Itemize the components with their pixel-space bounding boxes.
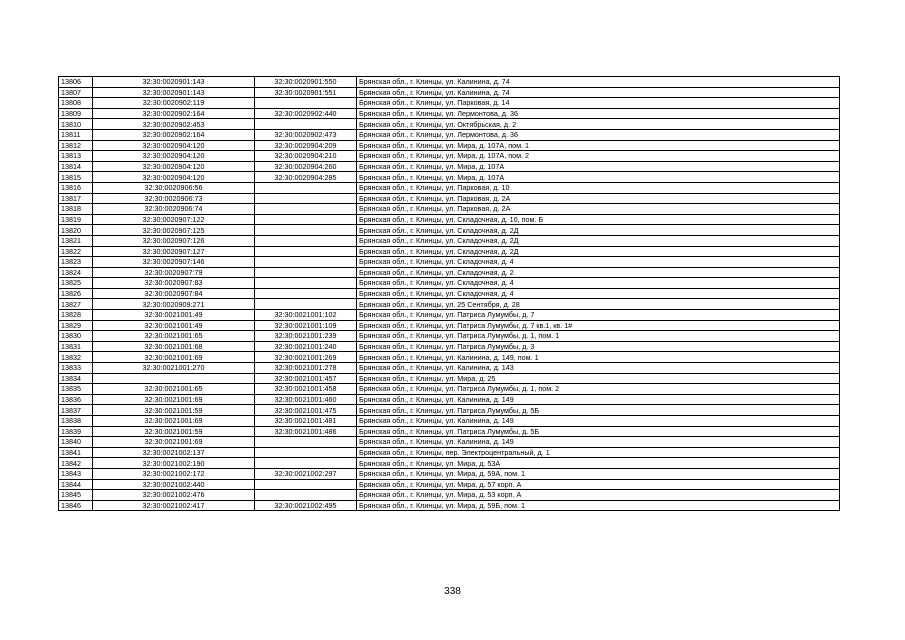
object-cadastral-number-cell: [255, 214, 357, 225]
table-row: [59, 225, 840, 236]
parcel-cadastral-number-cell: 32:30:0021001:69: [93, 437, 255, 448]
address-cell: Брянская обл., г. Клинцы, ул. Патриса Лумумбы, д. 3: [357, 341, 840, 352]
address-cell: Брянская обл., г. Клинцы, ул. Мира, д. 59Б, пом. 1: [357, 500, 840, 511]
table-row: [59, 98, 840, 109]
object-cadastral-number-cell: 32:30:0021001:481: [255, 416, 357, 427]
object-cadastral-number-cell: [255, 437, 357, 448]
address-cell: Брянская обл., г. Клинцы, ул. Патриса Лумумбы, д. 5Б: [357, 426, 840, 437]
address-cell: Брянская обл., г. Клинцы, ул. Складочная, д. 4: [357, 257, 840, 268]
address-cell: Брянская обл., г. Клинцы, ул. Патриса Лумумбы, д. 7: [357, 310, 840, 321]
row-number-cell: 13816: [59, 182, 93, 193]
row-number-cell: 13837: [59, 405, 93, 416]
object-cadastral-number-cell: [255, 278, 357, 289]
table-row: [59, 416, 840, 427]
parcel-cadastral-number-cell: 32:30:0020906:74: [93, 204, 255, 215]
row-number-cell: 13814: [59, 161, 93, 172]
object-cadastral-number-cell: [255, 225, 357, 236]
address-cell: Брянская обл., г. Клинцы, ул. Калинина, д. 149: [357, 394, 840, 405]
row-number-cell: 13819: [59, 214, 93, 225]
object-cadastral-number-cell: [255, 182, 357, 193]
object-cadastral-number-cell: 32:30:0021001:460: [255, 394, 357, 405]
address-cell: Брянская обл., г. Клинцы, ул. Мира, д. 107А: [357, 172, 840, 183]
address-cell: Брянская обл., г. Клинцы, ул. Парковая, д. 2А: [357, 204, 840, 215]
parcel-cadastral-number-cell: 32:30:0021002:440: [93, 479, 255, 490]
table-row: [59, 267, 840, 278]
address-cell: Брянская обл., г. Клинцы, ул. Калинина, д. 149: [357, 416, 840, 427]
object-cadastral-number-cell: 32:30:0021001:458: [255, 384, 357, 395]
table-row: [59, 468, 840, 479]
address-cell: Брянская обл., г. Клинцы, ул. Лермонтова, д. 36: [357, 108, 840, 119]
parcel-cadastral-number-cell: 32:30:0020907:83: [93, 278, 255, 289]
parcel-cadastral-number-cell: 32:30:0021001:65: [93, 384, 255, 395]
parcel-cadastral-number-cell: 32:30:0021001:49: [93, 320, 255, 331]
parcel-cadastral-number-cell: 32:30:0021001:69: [93, 416, 255, 427]
row-number-cell: 13827: [59, 299, 93, 310]
table-row: [59, 320, 840, 331]
table-row: [59, 490, 840, 501]
parcel-cadastral-number-cell: 32:30:0020901:143: [93, 87, 255, 98]
parcel-cadastral-number-cell: 32:30:0021001:270: [93, 363, 255, 374]
address-cell: Брянская обл., г. Клинцы, ул. Калинина, д. 74: [357, 87, 840, 98]
parcel-cadastral-number-cell: 32:30:0020907:146: [93, 257, 255, 268]
object-cadastral-number-cell: [255, 299, 357, 310]
row-number-cell: 13846: [59, 500, 93, 511]
row-number-cell: 13836: [59, 394, 93, 405]
row-number-cell: 13808: [59, 98, 93, 109]
parcel-cadastral-number-cell: 32:30:0021002:137: [93, 447, 255, 458]
table-row: [59, 288, 840, 299]
row-number-cell: 13830: [59, 331, 93, 342]
object-cadastral-number-cell: 32:30:0020904:210: [255, 151, 357, 162]
row-number-cell: 13821: [59, 235, 93, 246]
object-cadastral-number-cell: 32:30:0021001:457: [255, 373, 357, 384]
registry-table-body: [59, 77, 840, 511]
table-row: [59, 214, 840, 225]
row-number-cell: 13823: [59, 257, 93, 268]
row-number-cell: 13825: [59, 278, 93, 289]
address-cell: Брянская обл., г. Клинцы, ул. Мира, д. 25: [357, 373, 840, 384]
table-row: [59, 437, 840, 448]
object-cadastral-number-cell: [255, 98, 357, 109]
row-number-cell: 13815: [59, 172, 93, 183]
parcel-cadastral-number-cell: 32:30:0020907:126: [93, 235, 255, 246]
parcel-cadastral-number-cell: 32:30:0021001:69: [93, 352, 255, 363]
table-row: [59, 77, 840, 88]
parcel-cadastral-number-cell: 32:30:0021002:417: [93, 500, 255, 511]
address-cell: Брянская обл., г. Клинцы, ул. Складочная, д. 2Д: [357, 246, 840, 257]
table-row: [59, 405, 840, 416]
parcel-cadastral-number-cell: [93, 373, 255, 384]
table-row: [59, 394, 840, 405]
row-number-cell: 13839: [59, 426, 93, 437]
address-cell: Брянская обл., г. Клинцы, ул. 25 Сентября, д. 28: [357, 299, 840, 310]
table-row: [59, 341, 840, 352]
address-cell: Брянская обл., г. Клинцы, ул. Мира, д. 107А, пом. 2: [357, 151, 840, 162]
address-cell: Брянская обл., г. Клинцы, ул. Патриса Лумумбы, д. 7 кв.1, кв. 1#: [357, 320, 840, 331]
table-row: [59, 278, 840, 289]
parcel-cadastral-number-cell: 32:30:0021001:68: [93, 341, 255, 352]
parcel-cadastral-number-cell: 32:30:0020907:79: [93, 267, 255, 278]
table-row: [59, 500, 840, 511]
row-number-cell: 13826: [59, 288, 93, 299]
parcel-cadastral-number-cell: 32:30:0020904:120: [93, 161, 255, 172]
row-number-cell: 13844: [59, 479, 93, 490]
parcel-cadastral-number-cell: 32:30:0020906:73: [93, 193, 255, 204]
table-row: [59, 257, 840, 268]
parcel-cadastral-number-cell: 32:30:0021001:59: [93, 426, 255, 437]
row-number-cell: 13832: [59, 352, 93, 363]
address-cell: Брянская обл., г. Клинцы, ул. Патриса Лумумбы, д. 1, пом. 1: [357, 331, 840, 342]
address-cell: Брянская обл., г. Клинцы, ул. Калинина, д. 143: [357, 363, 840, 374]
address-cell: Брянская обл., г. Клинцы, ул. Складочная, д. 2Д: [357, 225, 840, 236]
table-row: [59, 458, 840, 469]
address-cell: Брянская обл., г. Клинцы, ул. Калинина, д. 74: [357, 77, 840, 88]
parcel-cadastral-number-cell: 32:30:0021001:49: [93, 310, 255, 321]
object-cadastral-number-cell: 32:30:0020902:473: [255, 129, 357, 140]
parcel-cadastral-number-cell: 32:30:0020904:120: [93, 140, 255, 151]
table-row: [59, 193, 840, 204]
address-cell: Брянская обл., г. Клинцы, ул. Мира, д. 53А: [357, 458, 840, 469]
object-cadastral-number-cell: [255, 235, 357, 246]
object-cadastral-number-cell: [255, 193, 357, 204]
row-number-cell: 13843: [59, 468, 93, 479]
parcel-cadastral-number-cell: 32:30:0020904:120: [93, 151, 255, 162]
parcel-cadastral-number-cell: 32:30:0020902:164: [93, 108, 255, 119]
parcel-cadastral-number-cell: 32:30:0020902:164: [93, 129, 255, 140]
object-cadastral-number-cell: 32:30:0021001:278: [255, 363, 357, 374]
row-number-cell: 13806: [59, 77, 93, 88]
row-number-cell: 13842: [59, 458, 93, 469]
address-cell: Брянская обл., г. Клинцы, ул. Складочная, д. 2Д: [357, 235, 840, 246]
object-cadastral-number-cell: 32:30:0020902:440: [255, 108, 357, 119]
object-cadastral-number-cell: 32:30:0021001:102: [255, 310, 357, 321]
address-cell: Брянская обл., г. Клинцы, ул. Мира, д. 107А, пом. 1: [357, 140, 840, 151]
row-number-cell: 13831: [59, 341, 93, 352]
address-cell: Брянская обл., г. Клинцы, ул. Калинина, д. 149, пом. 1: [357, 352, 840, 363]
table-row: [59, 246, 840, 257]
object-cadastral-number-cell: 32:30:0021002:297: [255, 468, 357, 479]
table-row: [59, 108, 840, 119]
row-number-cell: 13810: [59, 119, 93, 130]
row-number-cell: 13834: [59, 373, 93, 384]
object-cadastral-number-cell: 32:30:0020904:209: [255, 140, 357, 151]
table-row: [59, 447, 840, 458]
table-row: [59, 172, 840, 183]
object-cadastral-number-cell: [255, 119, 357, 130]
parcel-cadastral-number-cell: 32:30:0020904:120: [93, 172, 255, 183]
table-row: [59, 182, 840, 193]
address-cell: Брянская обл., г. Клинцы, ул. Мира, д. 107А: [357, 161, 840, 172]
row-number-cell: 13812: [59, 140, 93, 151]
object-cadastral-number-cell: [255, 246, 357, 257]
table-row: [59, 363, 840, 374]
address-cell: Брянская обл., г. Клинцы, ул. Мира, д. 59А, пом. 1: [357, 468, 840, 479]
address-cell: Брянская обл., г. Клинцы, ул. Парковая, д. 14: [357, 98, 840, 109]
row-number-cell: 13817: [59, 193, 93, 204]
parcel-cadastral-number-cell: 32:30:0020902:453: [93, 119, 255, 130]
table-row: [59, 87, 840, 98]
object-cadastral-number-cell: 32:30:0021001:269: [255, 352, 357, 363]
row-number-cell: 13824: [59, 267, 93, 278]
object-cadastral-number-cell: 32:30:0021001:486: [255, 426, 357, 437]
address-cell: Брянская обл., г. Клинцы, ул. Складочная, д. 4: [357, 288, 840, 299]
table-row: [59, 119, 840, 130]
object-cadastral-number-cell: 32:30:0020904:285: [255, 172, 357, 183]
parcel-cadastral-number-cell: 32:30:0020907:127: [93, 246, 255, 257]
address-cell: Брянская обл., г. Клинцы, ул. Складочная, д. 2: [357, 267, 840, 278]
row-number-cell: 13840: [59, 437, 93, 448]
table-row: [59, 479, 840, 490]
parcel-cadastral-number-cell: 32:30:0021001:65: [93, 331, 255, 342]
table-row: [59, 204, 840, 215]
object-cadastral-number-cell: 32:30:0020901:551: [255, 87, 357, 98]
object-cadastral-number-cell: [255, 490, 357, 501]
row-number-cell: 13828: [59, 310, 93, 321]
row-number-cell: 13829: [59, 320, 93, 331]
address-cell: Брянская обл., г. Клинцы, ул. Октябрьская, д. 2: [357, 119, 840, 130]
address-cell: Брянская обл., г. Клинцы, ул. Парковая, д. 2А: [357, 193, 840, 204]
parcel-cadastral-number-cell: 32:30:0021001:69: [93, 394, 255, 405]
object-cadastral-number-cell: [255, 458, 357, 469]
parcel-cadastral-number-cell: 32:30:0020902:119: [93, 98, 255, 109]
row-number-cell: 13807: [59, 87, 93, 98]
table-row: [59, 140, 840, 151]
object-cadastral-number-cell: [255, 257, 357, 268]
parcel-cadastral-number-cell: 32:30:0020907:125: [93, 225, 255, 236]
row-number-cell: 13845: [59, 490, 93, 501]
row-number-cell: 13818: [59, 204, 93, 215]
object-cadastral-number-cell: [255, 447, 357, 458]
object-cadastral-number-cell: [255, 204, 357, 215]
parcel-cadastral-number-cell: 32:30:0021001:59: [93, 405, 255, 416]
row-number-cell: 13809: [59, 108, 93, 119]
object-cadastral-number-cell: 32:30:0020901:550: [255, 77, 357, 88]
row-number-cell: 13822: [59, 246, 93, 257]
table-row: [59, 384, 840, 395]
address-cell: Брянская обл., г. Клинцы, ул. Мира, д. 57 корп. А: [357, 479, 840, 490]
object-cadastral-number-cell: 32:30:0021001:239: [255, 331, 357, 342]
row-number-cell: 13833: [59, 363, 93, 374]
row-number-cell: 13841: [59, 447, 93, 458]
address-cell: Брянская обл., г. Клинцы, ул. Лермонтова, д. 36: [357, 129, 840, 140]
registry-table: [58, 76, 840, 511]
address-cell: Брянская обл., г. Клинцы, ул. Складочная, д. 4: [357, 278, 840, 289]
table-row: [59, 426, 840, 437]
parcel-cadastral-number-cell: 32:30:0021002:190: [93, 458, 255, 469]
table-row: [59, 373, 840, 384]
object-cadastral-number-cell: [255, 288, 357, 299]
table-row: [59, 299, 840, 310]
table-row: [59, 331, 840, 342]
row-number-cell: 13838: [59, 416, 93, 427]
parcel-cadastral-number-cell: 32:30:0021002:172: [93, 468, 255, 479]
table-row: [59, 129, 840, 140]
object-cadastral-number-cell: [255, 267, 357, 278]
object-cadastral-number-cell: 32:30:0020904:260: [255, 161, 357, 172]
table-row: [59, 352, 840, 363]
object-cadastral-number-cell: 32:30:0021001:475: [255, 405, 357, 416]
page-number: 338: [444, 586, 461, 597]
address-cell: Брянская обл., г. Клинцы, пер. Электроцентральный, д. 1: [357, 447, 840, 458]
address-cell: Брянская обл., г. Клинцы, ул. Патриса Лумумбы, д. 5Б: [357, 405, 840, 416]
address-cell: Брянская обл., г. Клинцы, ул. Парковая, д. 10: [357, 182, 840, 193]
address-cell: Брянская обл., г. Клинцы, ул. Калинина, д. 149: [357, 437, 840, 448]
address-cell: Брянская обл., г. Клинцы, ул. Складочная, д. 10, пом. Б: [357, 214, 840, 225]
row-number-cell: 13820: [59, 225, 93, 236]
row-number-cell: 13811: [59, 129, 93, 140]
object-cadastral-number-cell: 32:30:0021001:240: [255, 341, 357, 352]
table-row: [59, 310, 840, 321]
object-cadastral-number-cell: [255, 479, 357, 490]
object-cadastral-number-cell: 32:30:0021001:109: [255, 320, 357, 331]
parcel-cadastral-number-cell: 32:30:0021002:476: [93, 490, 255, 501]
parcel-cadastral-number-cell: 32:30:0020906:56: [93, 182, 255, 193]
row-number-cell: 13813: [59, 151, 93, 162]
object-cadastral-number-cell: 32:30:0021002:495: [255, 500, 357, 511]
address-cell: Брянская обл., г. Клинцы, ул. Мира, д. 53 корп. А: [357, 490, 840, 501]
table-row: [59, 161, 840, 172]
table-row: [59, 235, 840, 246]
parcel-cadastral-number-cell: 32:30:0020901:143: [93, 77, 255, 88]
table-row: [59, 151, 840, 162]
row-number-cell: 13835: [59, 384, 93, 395]
parcel-cadastral-number-cell: 32:30:0020907:84: [93, 288, 255, 299]
address-cell: Брянская обл., г. Клинцы, ул. Патриса Лумумбы, д. 1, пом. 2: [357, 384, 840, 395]
parcel-cadastral-number-cell: 32:30:0020907:122: [93, 214, 255, 225]
parcel-cadastral-number-cell: 32:30:0020909:271: [93, 299, 255, 310]
